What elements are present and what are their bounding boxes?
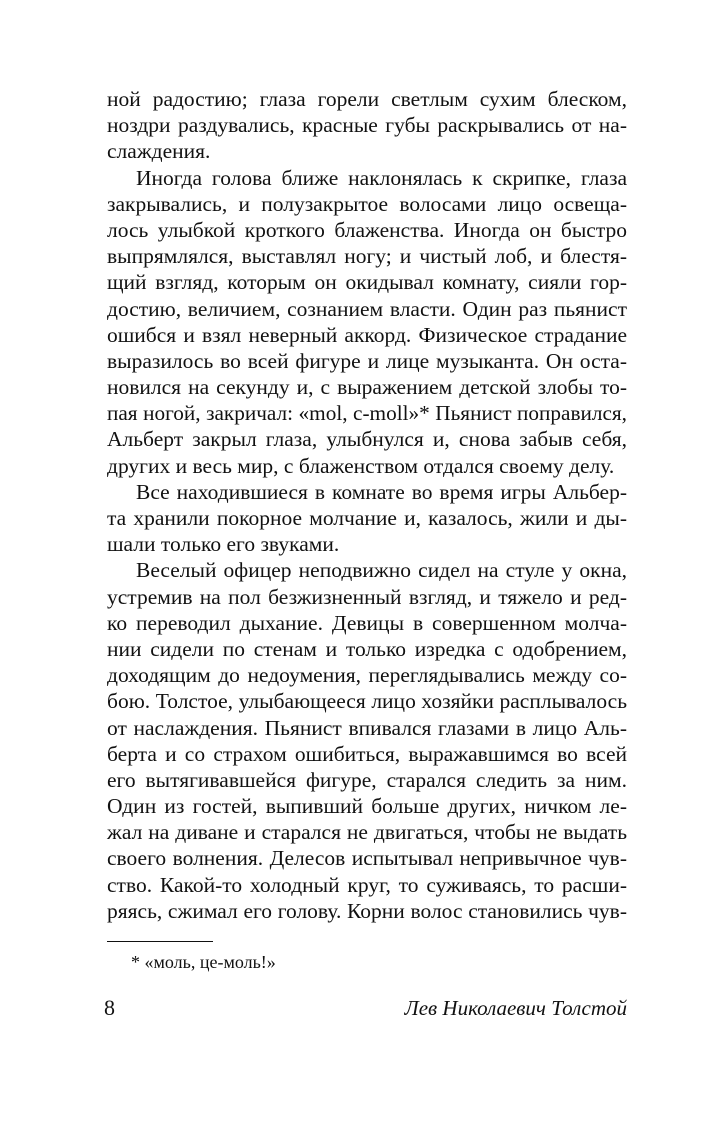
text-line: его вытягивавшейся фигуре, старался следить за ним. (107, 767, 627, 792)
text-line: Альберт закрыл глаза, улыбнулся и, снова забыв себя, (107, 427, 627, 452)
text-line: берта и со страхом ошибиться, выражавшимся во всей (107, 741, 627, 766)
text-line: выпрямлялся, выставлял ногу; и чистый лоб, и блестя- (107, 244, 627, 269)
text-line: бою. Толстое, улыбающееся лицо хозяйки расплывалось (107, 689, 627, 714)
footnote-divider (107, 941, 213, 942)
text-line: жал на диване и старался не двигаться, чтобы не выдать (107, 820, 627, 845)
text-line: пая ногой, закричал: «mol, c-moll»* Пьянист поправился, (107, 401, 627, 426)
text-line: лось улыбкой кроткого блаженства. Иногда он быстро (107, 217, 627, 242)
text-line: ряясь, сжимал его голову. Корни волос становились чув- (107, 898, 627, 923)
text-line: ноздри раздувались, красные губы раскрывались от на- (107, 113, 627, 138)
text-line: достию, величием, сознанием власти. Один раз пьянист (107, 296, 627, 321)
text-line: своего волнения. Делесов испытывал непривычное чув- (107, 846, 627, 871)
text-line: от наслаждения. Пьянист впивался глазами в лицо Аль- (107, 715, 627, 740)
text-line: Один из гостей, выпивший больше других, ничком ле- (107, 794, 627, 819)
text-line: ко переводил дыхание. Девицы в совершенном молча- (107, 610, 627, 635)
page-number: 8 (104, 995, 115, 1020)
text-line: ошибся и взял неверный аккорд. Физическое страдание (107, 322, 627, 347)
text-line: нии сидели по стенам и только изредка с одобрением, (107, 636, 627, 661)
text-line: та хранили покорное молчание и, казалось, жили и ды- (107, 506, 627, 530)
text-line: Иногда голова ближе наклонялась к скрипке, глаза (136, 165, 627, 190)
text-line: щий взгляд, которым он окидывал комнату, сияли гор- (107, 270, 627, 295)
text-line: выразилось во всей фигуре и лице музыканта. Он оста- (107, 348, 627, 373)
text-line: Все находившиеся в комнате во время игры Альбер- (136, 479, 627, 504)
text-line: ной радостию; глаза горели светлым сухим блеском, (107, 87, 627, 111)
running-title: Лев Николаевич Толстой (404, 996, 627, 1020)
text-line: слаждения. (107, 139, 211, 164)
text-line: закрывались, и полузакрытое волосами лицо освеща- (107, 191, 627, 216)
text-line: новился на секунду и, с выражением детской злобы то- (107, 375, 627, 400)
text-line: других и весь мир, с блаженством отдался своему делу. (107, 453, 615, 478)
text-line: устремив на пол безжизненный взгляд, и тяжело и ред- (107, 584, 627, 609)
body-text (107, 86, 627, 924)
text-line: шали только его звуками. (107, 532, 340, 557)
footnote: * «моль, це-моль!» (131, 952, 276, 972)
text-line: ство. Какой-то холодный круг, то суживаясь, то расши- (107, 872, 627, 897)
text-line: доходящим до недоумения, переглядывались между со- (107, 663, 627, 688)
text-line: Веселый офицер неподвижно сидел на стуле у окна, (136, 558, 627, 583)
